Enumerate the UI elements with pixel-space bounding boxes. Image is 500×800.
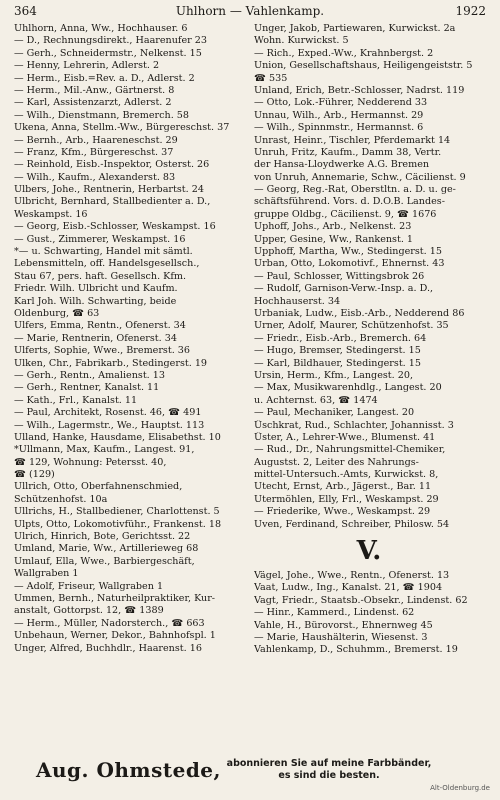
directory-entry-line: Vaat, Ludw., Ing., Kanalst. 21, ☎ 1904 — [254, 582, 443, 594]
page-number: 364 — [14, 4, 37, 18]
directory-entry-line: Ulfers, Emma, Rentn., Ofenerst. 34 — [14, 320, 186, 332]
directory-entry-line: Uhlhorn, Anna, Ww., Hochhauser. 6 — [14, 23, 188, 34]
directory-entry-line: — Rud., Dr., Nahrungsmittel-Chemiker, — [254, 444, 446, 456]
directory-entry-line: — Wilh., Kaufm., Alexanderst. 83 — [14, 171, 176, 183]
directory-entry-line: Utecht, Ernst, Arb., Jägerst., Bar. 11 — [254, 481, 432, 493]
directory-entry-line: Urban, Otto, Lokomotivf., Ehnernst. 43 — [254, 258, 445, 270]
directory-entry-line: — D., Rechnungsdirekt., Haarenufer 23 — [14, 35, 207, 47]
advertiser-name: Aug. Ohmstede, — [36, 758, 221, 782]
directory-entry-line: Unger, Jakob, Partiewaren, Kurwickst. 2a — [254, 23, 456, 34]
directory-entry-line: Uphoff, Johs., Arb., Nelkenst. 23 — [254, 221, 412, 233]
directory-entry-line: Upphoff, Martha, Ww., Stedingerst. 15 — [254, 246, 442, 258]
directory-entry-line: — Herm., Mil.-Anw., Gärtnerst. 8 — [14, 84, 175, 96]
directory-entry-line: Weskampst. 16 — [14, 208, 88, 220]
directory-entry-line: Ulland, Hanke, Hausdame, Elisabethst. 10 — [14, 431, 221, 443]
directory-entry-line: — Hinr., Kammerd., Lindenst. 62 — [254, 607, 415, 619]
directory-entry-line: — Karl, Bildhauer, Stedingerst. 15 — [254, 357, 421, 369]
directory-entry-line: ☎ (129) — [14, 469, 55, 481]
directory-entry-line: Üster, A., Lehrer-Wwe., Blumenst. 41 — [254, 431, 436, 443]
section-heading-v: V. — [356, 536, 382, 567]
page-title: Uhlhorn — Vahlenkamp. — [175, 4, 325, 18]
directory-entry-line: u. Achternst. 63, ☎ 1474 — [254, 394, 378, 406]
directory-entry-line: Ursin, Herm., Kfm., Langest. 20, — [254, 369, 414, 381]
directory-entry-line: Ulken, Chr., Fabrikarb., Stedingerst. 19 — [14, 357, 208, 369]
advertisement-line-2: es sind die besten. — [278, 770, 380, 781]
directory-entry-line: *— u. Schwarting, Handel mit sämtl. — [14, 246, 193, 258]
directory-entry-line: Schützenhofst. 10a — [14, 493, 108, 505]
directory-entry-line: — Otto, Lok.-Führer, Nedderend 33 — [254, 97, 428, 109]
directory-entry-line: — Rudolf, Garnison-Verw.-Insp. a. D., — [254, 283, 434, 295]
directory-entry-line: Vahle, H., Bürovorst., Ehnernweg 45 — [254, 619, 433, 631]
watermark: Alt-Oldenburg.de — [430, 784, 490, 792]
directory-entry-line: Wallgraben 1 — [14, 568, 79, 580]
directory-entry-line: — Max, Musikwarenhdlg., Langest. 20 — [254, 382, 442, 394]
directory-entry-line: Karl Joh. Wilh. Schwarting, beide — [14, 295, 177, 307]
directory-entry-line: Vahlenkamp, D., Schuhmm., Bremerst. 19 — [254, 644, 458, 656]
directory-entry-line: — Wilh., Dienstmann, Bremerch. 58 — [14, 109, 190, 121]
directory-entry-line: von Unruh, Annemarie, Schw., Cäcilienst. 9 — [254, 171, 466, 183]
directory-entry-line: Ullrich, Otto, Oberfahnenschmied, — [14, 481, 183, 493]
directory-entry-line: Utermöhlen, Elly, Frl., Weskampst. 29 — [254, 493, 439, 505]
directory-entry-line: mittel-Untersuch.-Amts, Kurwickst. 8, — [254, 469, 439, 481]
page-year: 1922 — [455, 4, 486, 18]
directory-entry-line: — Friedr., Eisb.-Arb., Bremerch. 64 — [254, 332, 427, 344]
directory-entry-line: schäftsführend. Vors. d. D.O.B. Landes- — [254, 196, 445, 208]
advertisement-text — [224, 758, 434, 782]
directory-entry-line: Üschkrat, Rud., Schlachter, Johannisst. 3 — [254, 419, 454, 431]
directory-entry-line: — Marie, Rentnerin, Ofenerst. 34 — [14, 332, 177, 344]
directory-entry-line: Ulpts, Otto, Lokomotivführ., Frankenst. 18 — [14, 518, 222, 530]
directory-entry-line: — Paul, Schlosser, Wittingsbrok 26 — [254, 270, 425, 282]
directory-entry-line: — Marie, Haushälterin, Wiesenst. 3 — [254, 631, 428, 643]
directory-entry-line: — Gust., Zimmerer, Weskampst. 16 — [14, 233, 186, 245]
directory-entry-line: Uven, Ferdinand, Schreiber, Philosw. 54 — [254, 518, 450, 530]
right-column-entries-v — [254, 570, 484, 657]
page-header — [14, 4, 486, 20]
directory-entry-line: Unrast, Heinr., Tischler, Pferdemarkt 14 — [254, 134, 451, 146]
directory-entry-line: — Rich., Exped.-Ww., Krahnbergst. 2 — [254, 47, 434, 59]
directory-entry-line: Friedr. Wilh. Ulbricht und Kaufm. — [14, 283, 178, 295]
left-column — [14, 23, 244, 655]
directory-entry-line: Unbehaun, Werner, Dekor., Bahnhofspl. 1 — [14, 630, 216, 642]
directory-entry-line: — Franz, Kfm., Bürgereschst. 37 — [14, 146, 174, 158]
directory-entry-line: Urbaniak, Ludw., Eisb.-Arb., Nedderend 86 — [254, 307, 465, 319]
right-column-entries-u — [254, 23, 484, 531]
directory-entry-line: Oldenburg, ☎ 63 — [14, 307, 100, 319]
directory-entry-line: — Georg, Eisb.-Schlosser, Weskampst. 16 — [14, 221, 216, 233]
directory-entry-line: — Wilh., Lagermstr., We., Hauptst. 113 — [14, 419, 205, 431]
directory-entry-line: der Hansa-Lloydwerke A.G. Bremen — [254, 159, 430, 171]
directory-entry-line: Wohn. Kurwickst. 5 — [254, 35, 349, 47]
directory-entry-line: ☎ 129, Wohnung: Petersst. 40, — [14, 456, 167, 468]
directory-entry-line: Unland, Erich, Betr.-Schlosser, Nadrst. 119 — [254, 84, 465, 96]
directory-entry-line: — Herm., Müller, Nadorsterch., ☎ 663 — [14, 617, 205, 629]
directory-entry-line: ☎ 535 — [254, 72, 288, 84]
directory-entry-line: — Henny, Lehrerin, Adlerst. 2 — [14, 60, 160, 72]
directory-entry-line: gruppe Oldbg., Cäcilienst. 9, ☎ 1676 — [254, 208, 437, 220]
right-column — [254, 23, 484, 657]
directory-entry-line: anstalt, Gottorpst. 12, ☎ 1389 — [14, 605, 164, 617]
directory-entry-line: Umland, Marie, Ww., Artillerieweg 68 — [14, 543, 199, 555]
directory-entry-line: Unger, Alfred, Buchhdlr., Haarenst. 16 — [14, 642, 202, 654]
directory-entry-line: Unnau, Wilh., Arb., Hermannst. 29 — [254, 109, 424, 121]
directory-entry-line: — Herm., Eisb.=Rev. a. D., Adlerst. 2 — [14, 72, 195, 84]
directory-entry-line: — Kath., Frl., Kanalst. 11 — [14, 394, 138, 406]
directory-entry-line: *Ullmann, Max, Kaufm., Langest. 91, — [14, 444, 195, 456]
directory-entry-line: — Gerh., Rentn., Amalienst. 13 — [14, 369, 165, 381]
directory-entry-line: Stau 67, pers. haft. Gesellsch. Kfm. — [14, 270, 187, 282]
directory-entry-line: Union, Gesellschaftshaus, Heiligengeiststr. 5 — [254, 60, 473, 72]
directory-entry-line: Ulbricht, Bernhard, Stallbedienter a. D., — [14, 196, 211, 208]
directory-entry-line: — Hugo, Bremser, Stedingerst. 15 — [254, 345, 421, 357]
directory-entry-line: — Reinhold, Eisb.-Inspektor, Osterst. 26 — [14, 159, 210, 171]
directory-entry-line: Hochhauserst. 34 — [254, 295, 341, 307]
directory-entry-line: Ukena, Anna, Stellm.-Ww., Bürgereschst. 37 — [14, 122, 230, 134]
directory-entry-line: Umlauf, Ella, Wwe., Barbiergeschäft, — [14, 555, 195, 567]
directory-entry-line: — Georg, Reg.-Rat, Oberstltn. a. D. u. ge- — [254, 184, 456, 196]
directory-entry-line: Ulferts, Sophie, Wwe., Bremerst. 36 — [14, 345, 191, 357]
directory-entry-line: — Paul, Mechaniker, Langest. 20 — [254, 407, 415, 419]
directory-entry-line: Ummen, Bernh., Naturheilpraktiker, Kur- — [14, 592, 216, 604]
directory-entry-line: — Gerh., Schneidermstr., Nelkenst. 15 — [14, 47, 202, 59]
directory-entry-line: Urner, Adolf, Maurer, Schützenhofst. 35 — [254, 320, 449, 332]
footer-advertisement — [14, 758, 490, 790]
directory-entry-line: — Adolf, Friseur, Wallgraben 1 — [14, 580, 164, 592]
directory-entry-line: Vagt, Friedr., Staatsb.-Obsekr., Lindenst. 62 — [254, 594, 468, 606]
directory-entry-line: Vägel, Johe., Wwe., Rentn., Ofenerst. 13 — [254, 570, 450, 582]
advertisement-line-1: abonnieren Sie auf meine Farbbänder, — [226, 758, 432, 769]
directory-entry-line: — Karl, Assistenzarzt, Adlerst. 2 — [14, 97, 172, 109]
directory-entry-line: Ulbers, Johe., Rentnerin, Herbartst. 24 — [14, 184, 204, 196]
directory-entry-line: Augustst. 2, Leiter des Nahrungs- — [254, 456, 419, 468]
directory-entry-line: Unruh, Fritz, Kaufm., Damm 38, Vertr. — [254, 146, 442, 158]
directory-entry-line: Ullrichs, H., Stallbediener, Charlottenst. 5 — [14, 506, 220, 518]
directory-entry-line: Lebensmitteln, off. Handelsgesellsch., — [14, 258, 200, 270]
directory-entry-line: — Bernh., Arb., Haareneschst. 29 — [14, 134, 178, 146]
directory-entry-line: — Wilh., Spinnmstr., Hermannst. 6 — [254, 122, 424, 134]
directory-entry-line: Upper, Gesine, Ww., Rankenst. 1 — [254, 233, 414, 245]
directory-entry-line: — Gerh., Rentner, Kanalst. 11 — [14, 382, 160, 394]
directory-entry-line: Ulrich, Hinrich, Bote, Gerichtsst. 22 — [14, 531, 191, 543]
directory-entry-line: — Paul, Architekt, Rosenst. 46, ☎ 491 — [14, 407, 202, 419]
directory-entry-line: — Friederike, Wwe., Weskampst. 29 — [254, 506, 431, 518]
